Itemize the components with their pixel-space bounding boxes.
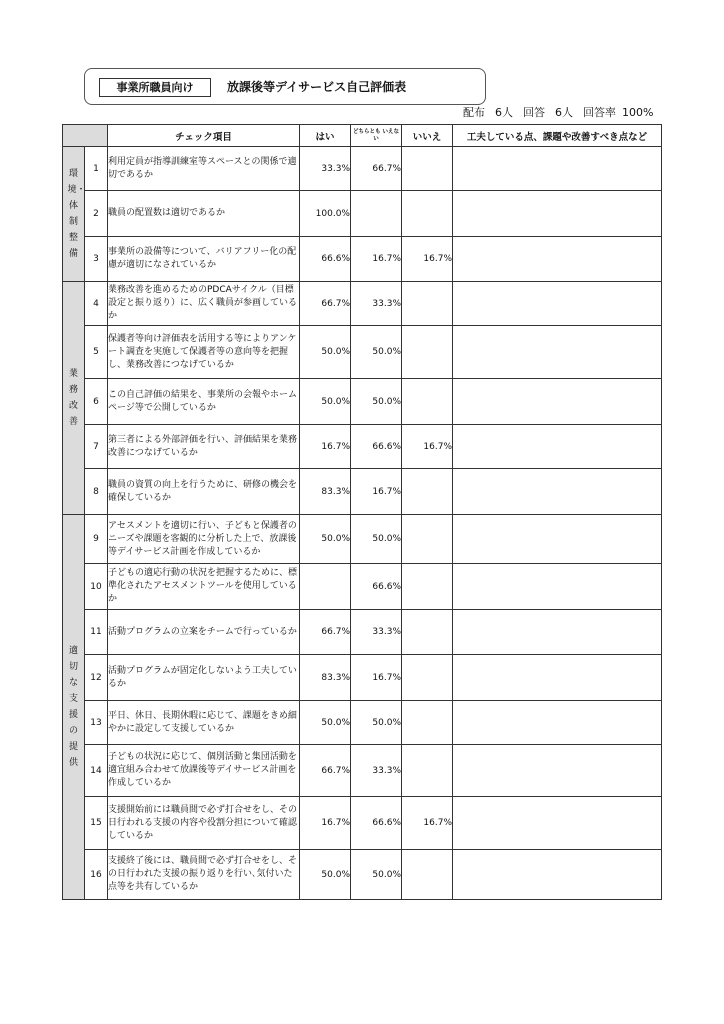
no-percent <box>402 515 453 564</box>
distributed-label: 配布 <box>463 106 485 119</box>
column-header-yes: はい <box>300 125 351 147</box>
neutral-percent: 66.6% <box>351 797 402 850</box>
neutral-percent: 16.7% <box>351 469 402 515</box>
comment-cell <box>453 469 662 515</box>
neutral-percent: 66.6% <box>351 564 402 610</box>
yes-percent: 83.3% <box>300 469 351 515</box>
table-row <box>63 701 662 745</box>
item-number: 16 <box>85 850 108 900</box>
table-row <box>63 379 662 425</box>
item-number: 12 <box>85 655 108 701</box>
comment-cell <box>453 425 662 469</box>
check-item-text: 利用定員が指導訓練室等スペースとの関係で適切であるか <box>108 147 300 191</box>
column-header-no: いいえ <box>402 125 453 147</box>
comment-cell <box>453 147 662 191</box>
neutral-percent: 50.0% <box>351 850 402 900</box>
check-item-text: 子どもの状況に応じて、個別活動と集団活動を適宜組み合わせて放課後等デイサービス計画を作成しているか <box>108 745 300 797</box>
yes-percent: 66.6% <box>300 237 351 282</box>
no-percent <box>402 850 453 900</box>
check-item-text: 事業所の設備等について、バリアフリー化の配慮が適切になされているか <box>108 237 300 282</box>
item-number: 3 <box>85 237 108 282</box>
no-percent <box>402 282 453 326</box>
no-percent <box>402 469 453 515</box>
no-percent <box>402 655 453 701</box>
neutral-percent: 33.3% <box>351 745 402 797</box>
item-number: 6 <box>85 379 108 425</box>
neutral-percent: 50.0% <box>351 326 402 379</box>
comment-cell <box>453 564 662 610</box>
yes-percent: 50.0% <box>300 515 351 564</box>
table-row <box>63 610 662 655</box>
check-item-text: 職員の資質の向上を行うために、研修の機会を確保しているか <box>108 469 300 515</box>
item-number: 5 <box>85 326 108 379</box>
item-number: 14 <box>85 745 108 797</box>
section-label-cell <box>63 147 85 282</box>
comment-cell <box>453 237 662 282</box>
section-label-cell <box>63 282 85 515</box>
item-number: 4 <box>85 282 108 326</box>
yes-percent: 16.7% <box>300 425 351 469</box>
page-title: 放課後等デイサービス自己評価表 <box>227 80 407 94</box>
table-row <box>63 797 662 850</box>
table-row <box>63 515 662 564</box>
table-body <box>63 147 662 900</box>
no-percent: 16.7% <box>402 425 453 469</box>
column-header-item: チェック項目 <box>108 125 300 147</box>
neutral-percent: 50.0% <box>351 515 402 564</box>
item-number: 2 <box>85 191 108 237</box>
no-percent <box>402 191 453 237</box>
no-percent <box>402 745 453 797</box>
table-row <box>63 147 662 191</box>
item-number: 11 <box>85 610 108 655</box>
neutral-percent: 33.3% <box>351 610 402 655</box>
title-box <box>84 68 486 105</box>
table-header-row <box>63 125 662 147</box>
table-row <box>63 237 662 282</box>
table-row <box>63 326 662 379</box>
check-item-text: 平日、休日、長期休暇に応じて、課題をきめ細やかに設定して支援しているか <box>108 701 300 745</box>
comment-cell <box>453 379 662 425</box>
yes-percent: 83.3% <box>300 655 351 701</box>
no-percent <box>402 610 453 655</box>
check-item-text: 支援開始前には職員間で必ず打合せをし、その日行われる支援の内容や役割分担について確認しているか <box>108 797 300 850</box>
yes-percent: 50.0% <box>300 850 351 900</box>
no-percent <box>402 564 453 610</box>
column-header-neutral: どちらとも いえない <box>351 125 402 147</box>
table-row <box>63 425 662 469</box>
check-item-text: 保護者等向け評価表を活用する等によりアンケート調査を実施して保護者等の意向等を把握し、業務改善につなげているか <box>108 326 300 379</box>
check-item-text: アセスメントを適切に行い、子どもと保護者のニーズや課題を客観的に分析した上で、放課後等デイサービス計画を作成しているか <box>108 515 300 564</box>
audience-badge: 事業所職員向け <box>99 78 211 97</box>
neutral-percent: 16.7% <box>351 655 402 701</box>
yes-percent: 50.0% <box>300 326 351 379</box>
neutral-percent: 50.0% <box>351 701 402 745</box>
comment-cell <box>453 655 662 701</box>
section-label-cell <box>63 515 85 900</box>
item-number: 1 <box>85 147 108 191</box>
neutral-percent: 33.3% <box>351 282 402 326</box>
check-item-text: 支援終了後には、職員間で必ず打合せをし、その日行われた支援の振り返りを行い､気付いた点等を共有しているか <box>108 850 300 900</box>
table-row <box>63 564 662 610</box>
item-number: 7 <box>85 425 108 469</box>
table-row <box>63 282 662 326</box>
neutral-percent: 50.0% <box>351 379 402 425</box>
yes-percent: 50.0% <box>300 701 351 745</box>
item-number: 9 <box>85 515 108 564</box>
answered-value: 6人 <box>555 106 573 119</box>
check-item-text: 活動プログラムの立案をチームで行っているか <box>108 610 300 655</box>
no-percent <box>402 326 453 379</box>
section-label: 適切な支援の提供 <box>68 646 78 768</box>
comment-cell <box>453 797 662 850</box>
table-row <box>63 850 662 900</box>
yes-percent: 66.7% <box>300 282 351 326</box>
item-number: 13 <box>85 701 108 745</box>
item-number: 8 <box>85 469 108 515</box>
yes-percent: 16.7% <box>300 797 351 850</box>
table-row <box>63 469 662 515</box>
neutral-percent <box>351 191 402 237</box>
check-item-text: 子どもの適応行動の状況を把握するために、標準化されたアセスメントツールを使用しているか <box>108 564 300 610</box>
item-number: 10 <box>85 564 108 610</box>
yes-percent <box>300 564 351 610</box>
neutral-percent: 16.7% <box>351 237 402 282</box>
comment-cell <box>453 191 662 237</box>
no-percent: 16.7% <box>402 797 453 850</box>
comment-cell <box>453 515 662 564</box>
check-item-text: 業務改善を進めるためのPDCAサイクル（目標設定と振り返り）に、広く職員が参画しているか <box>108 282 300 326</box>
section-label: 業務改善 <box>68 369 78 427</box>
section-label: 環境・体制整備 <box>67 169 86 259</box>
no-percent <box>402 379 453 425</box>
table-row <box>63 191 662 237</box>
rate-value: 100% <box>622 106 654 119</box>
response-summary <box>463 106 653 120</box>
neutral-percent: 66.6% <box>351 425 402 469</box>
check-item-text: 職員の配置数は適切であるか <box>108 191 300 237</box>
no-percent <box>402 701 453 745</box>
comment-cell <box>453 745 662 797</box>
yes-percent: 100.0% <box>300 191 351 237</box>
neutral-percent: 66.7% <box>351 147 402 191</box>
comment-cell <box>453 701 662 745</box>
item-number: 15 <box>85 797 108 850</box>
table-row <box>63 745 662 797</box>
table-row <box>63 655 662 701</box>
comment-cell <box>453 610 662 655</box>
check-item-text: この自己評価の結果を、事業所の会報やホームページ等で公開しているか <box>108 379 300 425</box>
distributed-value: 6人 <box>495 106 513 119</box>
no-percent: 16.7% <box>402 237 453 282</box>
rate-label: 回答率 <box>583 106 616 119</box>
header-corner-cell <box>63 125 108 147</box>
comment-cell <box>453 326 662 379</box>
evaluation-table <box>62 124 662 900</box>
answered-label: 回答 <box>523 106 545 119</box>
check-item-text: 活動プログラムが固定化しないよう工夫しているか <box>108 655 300 701</box>
yes-percent: 33.3% <box>300 147 351 191</box>
comment-cell <box>453 282 662 326</box>
no-percent <box>402 147 453 191</box>
yes-percent: 66.7% <box>300 745 351 797</box>
check-item-text: 第三者による外部評価を行い、評価結果を業務改善につなげているか <box>108 425 300 469</box>
column-header-comment: 工夫している点、課題や改善すべき点など <box>453 125 662 147</box>
yes-percent: 50.0% <box>300 379 351 425</box>
yes-percent: 66.7% <box>300 610 351 655</box>
comment-cell <box>453 850 662 900</box>
